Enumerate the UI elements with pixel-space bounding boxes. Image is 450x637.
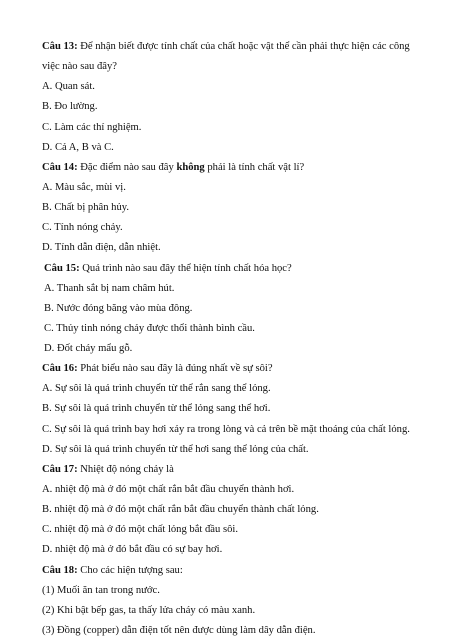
question-14-stem [42,161,304,174]
question-14-option-a: A. Màu sắc, mùi vị. [42,182,126,193]
question-13-option-b: B. Đo lường. [42,101,98,112]
question-16-option-c: C. Sự sôi là quá trình bay hơi xảy ra trong lòng và cả trên bề mặt thoáng của chất lỏng. [42,424,410,435]
question-16-stem-text: Phát biểu nào sau đây là đúng nhất về sự sôi? [77,363,273,374]
question-13-option-d: D. Cả A, B và C. [42,142,114,153]
question-17-option-b: B. nhiệt độ mà ở đó một chất rắn bắt đầu chuyển thành chất lỏng. [42,504,319,515]
question-14-stem-after: phải là tính chất vật lí? [204,162,305,173]
question-18-stem-text: Cho các hiện tượng sau: [77,565,183,576]
question-13-option-c: C. Làm các thí nghiệm. [42,122,142,133]
question-15-option-a: A. Thanh sắt bị nam châm hút. [44,283,175,294]
question-18-item-3: (3) Đồng (copper) dẫn điện tốt nên được dùng làm dây dẫn điện. [42,625,316,636]
question-16-option-d: D. Sự sôi là quá trình chuyển từ thể hơi sang thể lỏng của chất. [42,444,309,455]
question-16-option-a: A. Sự sôi là quá trình chuyển từ thể rắn sang thể lỏng. [42,383,271,394]
question-13-stem-line-2: việc nào sau đây? [42,61,118,72]
question-14-label: Câu 14: [42,162,78,173]
question-17-stem-text: Nhiệt độ nóng chảy là [77,464,174,475]
question-18-item-1: (1) Muối ăn tan trong nước. [42,585,160,596]
question-15-stem-text: Quá trình nào sau đây thể hiện tính chất hóa học? [79,263,292,274]
question-14-stem-emphasis: không [176,162,205,173]
question-16-stem [42,362,273,375]
question-17-option-a: A. nhiệt độ mà ở đó một chất rắn bắt đầu chuyển thành hơi. [42,484,295,495]
question-17-stem [42,463,174,476]
question-13-stem-line-1: Để nhận biết được tính chất của chất hoặc vật thể cần phải thực hiện các công [77,41,410,52]
question-17-option-c: C. nhiệt độ mà ở đó một chất lỏng bắt đầu sôi. [42,524,238,535]
question-17-label: Câu 17: [42,464,78,475]
question-18-item-2: (2) Khi bật bếp gas, ta thấy lửa cháy có màu xanh. [42,605,256,616]
question-14-option-b: B. Chất bị phân hủy. [42,202,129,213]
question-15-stem [44,262,292,275]
question-18-label: Câu 18: [42,565,78,576]
question-15-option-c: C. Thủy tinh nóng chảy được thổi thành bình cầu. [44,323,255,334]
question-18-stem [42,564,183,577]
question-14-stem-before: Đặc điểm nào sau đây [77,162,177,173]
question-14-option-c: C. Tính nóng chảy. [42,222,123,233]
question-15-label: Câu 15: [44,263,80,274]
question-17-option-d: D. nhiệt độ mà ở đó bắt đầu có sự bay hơi. [42,544,223,555]
question-13-option-a: A. Quan sát. [42,81,95,92]
question-16-option-b: B. Sự sôi là quá trình chuyển từ thể lỏng sang thể hơi. [42,403,271,414]
question-15-option-b: B. Nước đóng băng vào mùa đông. [44,303,193,314]
question-16-label: Câu 16: [42,363,78,374]
question-13-stem [42,40,410,53]
question-13-label: Câu 13: [42,41,78,52]
question-14-option-d: D. Tính dẫn điện, dẫn nhiệt. [42,242,161,253]
question-15-option-d: D. Đốt cháy mẩu gỗ. [44,343,133,354]
